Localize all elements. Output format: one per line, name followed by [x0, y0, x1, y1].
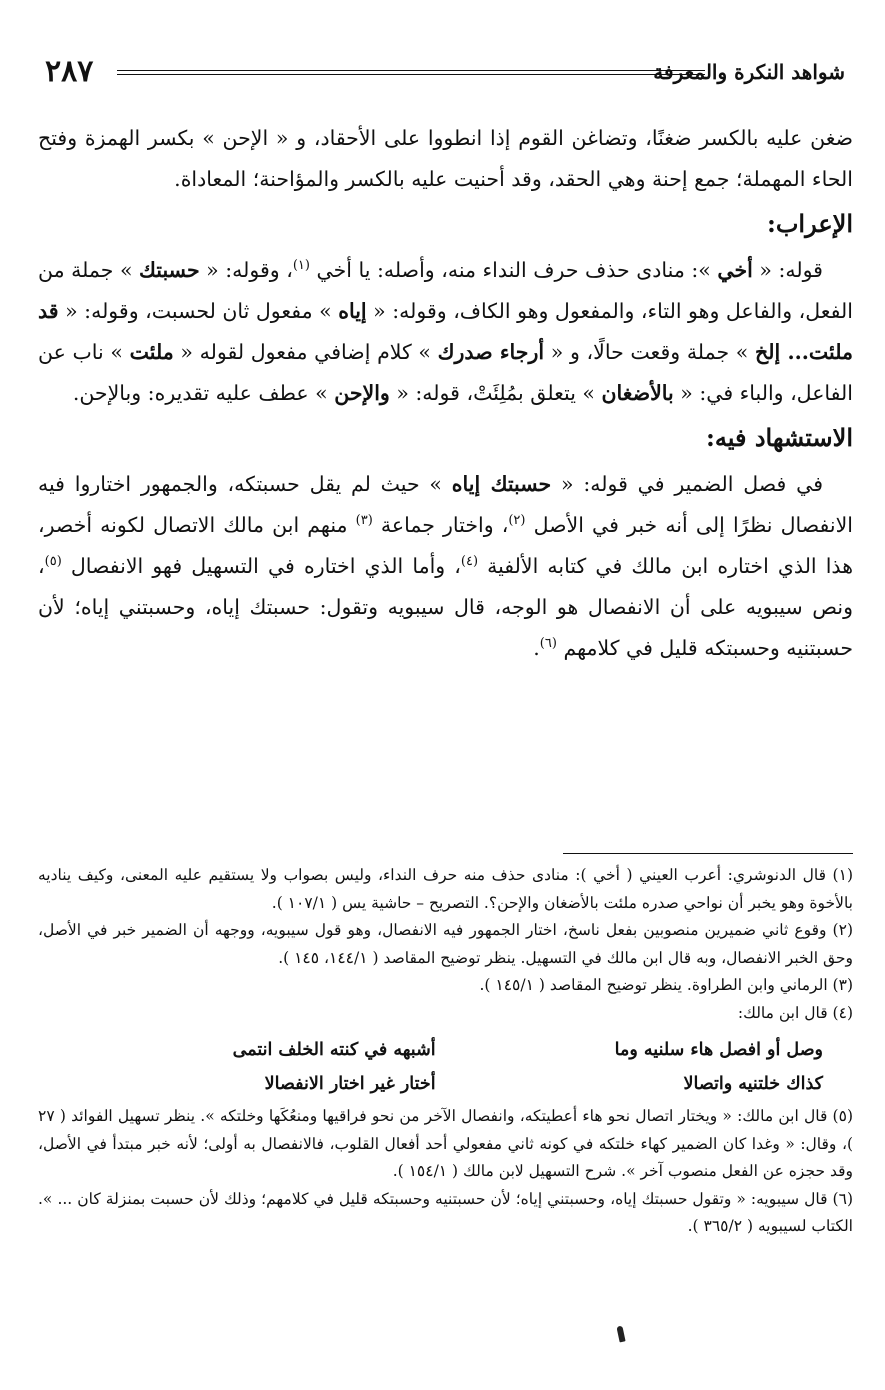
verse-hemistich: وصل أو افصل هاء سلنيه وما [614, 1040, 823, 1060]
poem-verse [38, 1033, 853, 1101]
bold-term: بالأضغان [601, 381, 674, 405]
footnote-mark: (٣) [355, 513, 373, 529]
running-header [45, 56, 845, 92]
footnotes [38, 862, 853, 1241]
running-title: شواهد النكرة والمعرفة [653, 60, 845, 84]
verse-hemistich: أشبهه في كنته الخلف انتمى [232, 1040, 436, 1060]
bold-term: قد ملئت... إلخ [38, 299, 853, 364]
verse-line [38, 1033, 853, 1067]
footnote-mark: (١) [292, 258, 310, 274]
bold-term: أرجاء صدرك [437, 340, 545, 364]
paragraph-istishhad: في فصل الضمير في قوله: « حسبتك إياه » حيث لم يقل حسبتكه، والجمهور اختاروا فيه الانفصال نظرًا إلى أنه خبر في الأصل $^{(٢)}$، واختار جماعة $^{(٣)}$ منهم ابن مالك الاتصال لكونه أخصر، هذا الذي اختاره ابن مالك في كتابه الألفية $^{(٤)}$، وأما الذي اختاره في التسهيل فهو الانفصال $^{(٥)}$، ونص سيبويه على أن الانفصال هو الوجه، قال سيبويه وتقول: حسبتك إياه، وحسبتني إياه؛ لأن حسبتنيه وحسبتكه قليل في كلامهم $^{(٦)}$. [38, 472, 853, 660]
verse-line [38, 1067, 853, 1101]
page-end-mark [616, 1326, 625, 1343]
footnote-mark: (٢) [508, 513, 526, 529]
footnote-separator [563, 853, 853, 854]
page-number: ٢٨٧ [45, 54, 94, 89]
footnote-4: (٤) قال ابن مالك: [737, 1003, 853, 1022]
footnote-5: (٥) قال ابن مالك: « ويختار اتصال نحو هاء أعطيتكه، وانفصال الآخر من نحو فراقيها ومنعُكَها وخلتكه ». ينظر تسهيل الفوائد ( ٢٧ )، وقال: « وغدا كان الضمير كهاء خلتكه في كونه ثاني مفعولي أحد أفعال القلوب، فالانفصال به أولى؛ لأنه خبر مبتدأ في الأصل، وقد حجزه عن الفعل منصوب آخر ». شرح التسهيل لابن مالك ( ١٥٤/١ ). [38, 1107, 853, 1180]
heading-istishhad: الاستشهاد فيه: [706, 423, 853, 452]
bold-term: حسبتك إياه [451, 472, 552, 496]
footnote-2: (٢) وقوع ثاني ضميرين منصوبين بفعل ناسخ، اختار الجمهور فيه الانفصال، وهو قول سيبويه، ووجهه أن الضمير خبر في الأصل، وحق الخبر الانفصال، وبه قال ابن مالك في التسهيل. ينظر توضيح المقاصد ( ١٤٤/١، ١٤٥ ). [38, 921, 853, 967]
bold-term: حسبتك [139, 258, 200, 282]
header-rule [117, 70, 705, 75]
footnote-mark: (٦) [539, 636, 557, 652]
bold-term: أخي [717, 258, 753, 282]
verse-hemistich: كذاك خلتنيه واتصالا [683, 1074, 823, 1094]
paragraph-definitions: ضغن عليه بالكسر ضغنًا، وتضاغن القوم إذا انطووا على الأحقاد، و « الإحن » بكسر الهمزة وفتح الحاء المهملة؛ جمع إحنة وهي الحقد، وقد أحنيت عليه بالكسر والمؤاحنة؛ المعاداة. [38, 126, 853, 191]
heading-irab: الإعراب: [766, 209, 853, 238]
bold-term: والإحن [334, 381, 390, 405]
main-text [38, 118, 853, 669]
footnote-3: (٣) الرماني وابن الطراوة. ينظر توضيح المقاصد ( ١٤٥/١ ). [479, 976, 853, 994]
paragraph-irab: قوله: « أخي »: منادى حذف حرف النداء منه، وأصله: يا أخي $^{(١)}$، وقوله: « حسبتك » جملة من الفعل، والفاعل وهو التاء، والمفعول وهو الكاف، وقوله: « إياه » مفعول ثان لحسبت، وقوله: « قد ملئت... إلخ » جملة وقعت حالًا، و « أرجاء صدرك » كلام إضافي مفعول لقوله « ملئت » ناب عن الفاعل، والباء في: « بالأضغان » يتعلق بمُلِئَتْ، قوله: « والإحن » عطف عليه تقديره: وبالإحن. [38, 258, 853, 405]
footnote-mark: (٤) [460, 554, 479, 570]
verse-hemistich: أختار غير اختار الانفصالا [264, 1074, 436, 1094]
footnote-6: (٦) قال سيبويه: « وتقول حسبتك إياه، وحسبتني إياه؛ لأن حسبتنيه وحسبتكه قليل في كلامهم؛ وذلك لأن حسبت بمنزلة كان ... ». الكتاب لسيبويه ( ٣٦٥/٢ ). [38, 1189, 853, 1235]
footnote-1: (١) قال الدنوشري: أعرب العيني ( أخي ): منادى حذف منه حرف النداء، وليس بصواب ولا يستقيم عليه المعنى، وكيف يناديه بالأخوة وهو يخبر أن نواحي صدره ملئت بالأضغان والإحن؟. التصريح – حاشية يس ( ١٠٧/١ ). [38, 866, 853, 912]
bold-term: ملئت [129, 340, 174, 364]
bold-term: إياه [338, 299, 367, 323]
footnote-mark: (٥) [44, 554, 62, 570]
